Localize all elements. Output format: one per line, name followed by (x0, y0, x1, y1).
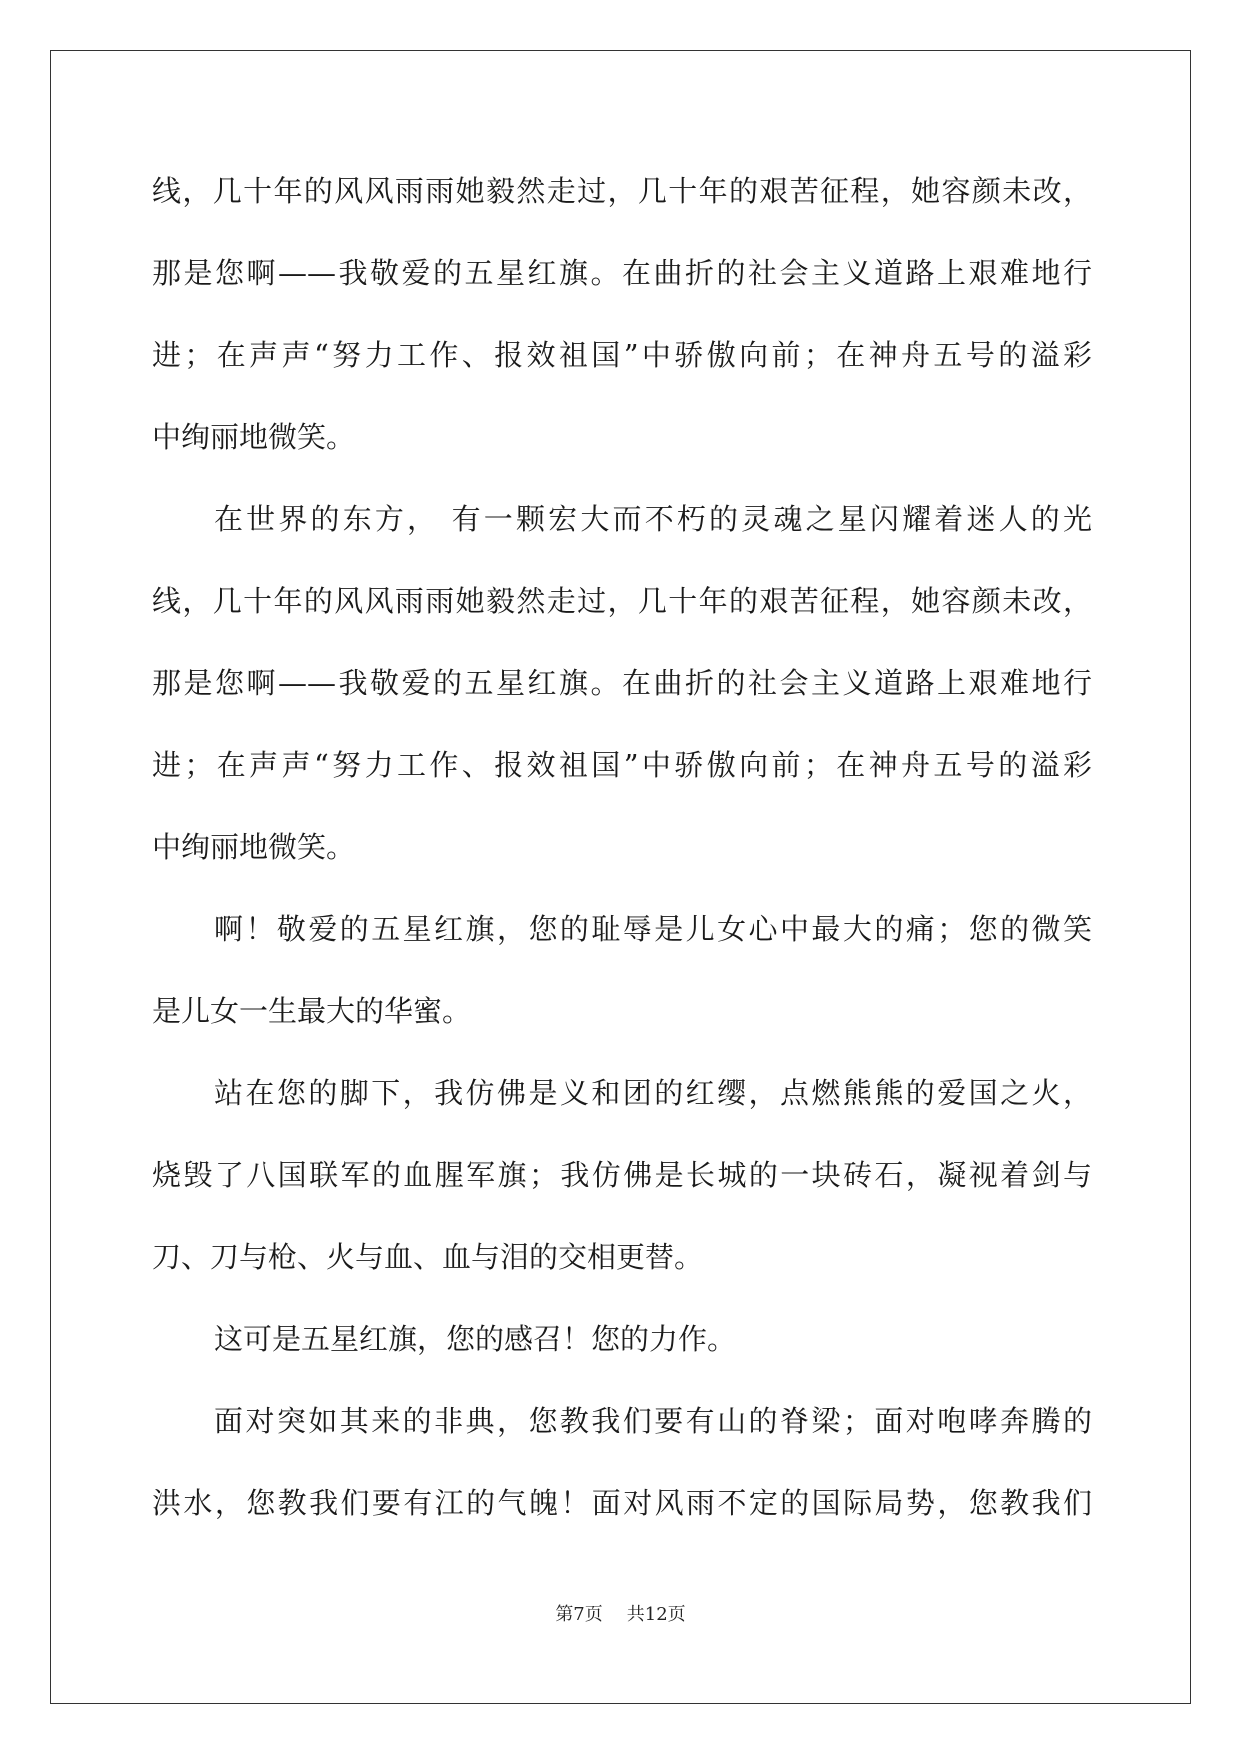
page-total: 共12页 (626, 1604, 686, 1625)
text-line: 刀、刀与枪、火与血、血与泪的交相更替。 (152, 1240, 704, 1274)
text-line: 啊！敬爱的五星红旗，您的耻辱是儿女心中最大的痛；您的微笑 (214, 912, 1092, 946)
text-line: 中绚丽地微笑。 (152, 420, 356, 454)
text-line: 烧毁了八国联军的血腥军旗；我仿佛是长城的一块砖石，凝视着剑与 (152, 1158, 1092, 1192)
page-footer (0, 1600, 1241, 1626)
document-body (152, 150, 1092, 1544)
text-line: 那是您啊——我敬爱的五星红旗。在曲折的社会主义道路上艰难地行 (152, 256, 1092, 290)
text-line: 这可是五星红旗，您的感召！您的力作。 (214, 1322, 737, 1356)
text-line: 洪水，您教我们要有江的气魄！面对风雨不定的国际局势，您教我们 (152, 1486, 1092, 1520)
text-line: 线，几十年的风风雨雨她毅然走过，几十年的艰苦征程，她容颜未改， (152, 174, 1092, 208)
text-line: 站在您的脚下，我仿佛是义和团的红缨，点燃熊熊的爱国之火， (214, 1076, 1092, 1110)
text-line: 是儿女一生最大的华蜜。 (152, 994, 472, 1028)
text-line: 那是您啊——我敬爱的五星红旗。在曲折的社会主义道路上艰难地行 (152, 666, 1092, 700)
text-line: 面对突如其来的非典，您教我们要有山的脊梁；面对咆哮奔腾的 (214, 1404, 1092, 1438)
text-line: 在世界的东方， 有一颗宏大而不朽的灵魂之星闪耀着迷人的光 (214, 502, 1092, 536)
text-line: 进；在声声“努力工作、报效祖国”中骄傲向前；在神舟五号的溢彩 (152, 338, 1092, 372)
page-number: 第7页 (555, 1604, 603, 1625)
text-line: 进；在声声“努力工作、报效祖国”中骄傲向前；在神舟五号的溢彩 (152, 748, 1092, 782)
text-line: 线，几十年的风风雨雨她毅然走过，几十年的艰苦征程，她容颜未改， (152, 584, 1092, 618)
text-line: 中绚丽地微笑。 (152, 830, 356, 864)
